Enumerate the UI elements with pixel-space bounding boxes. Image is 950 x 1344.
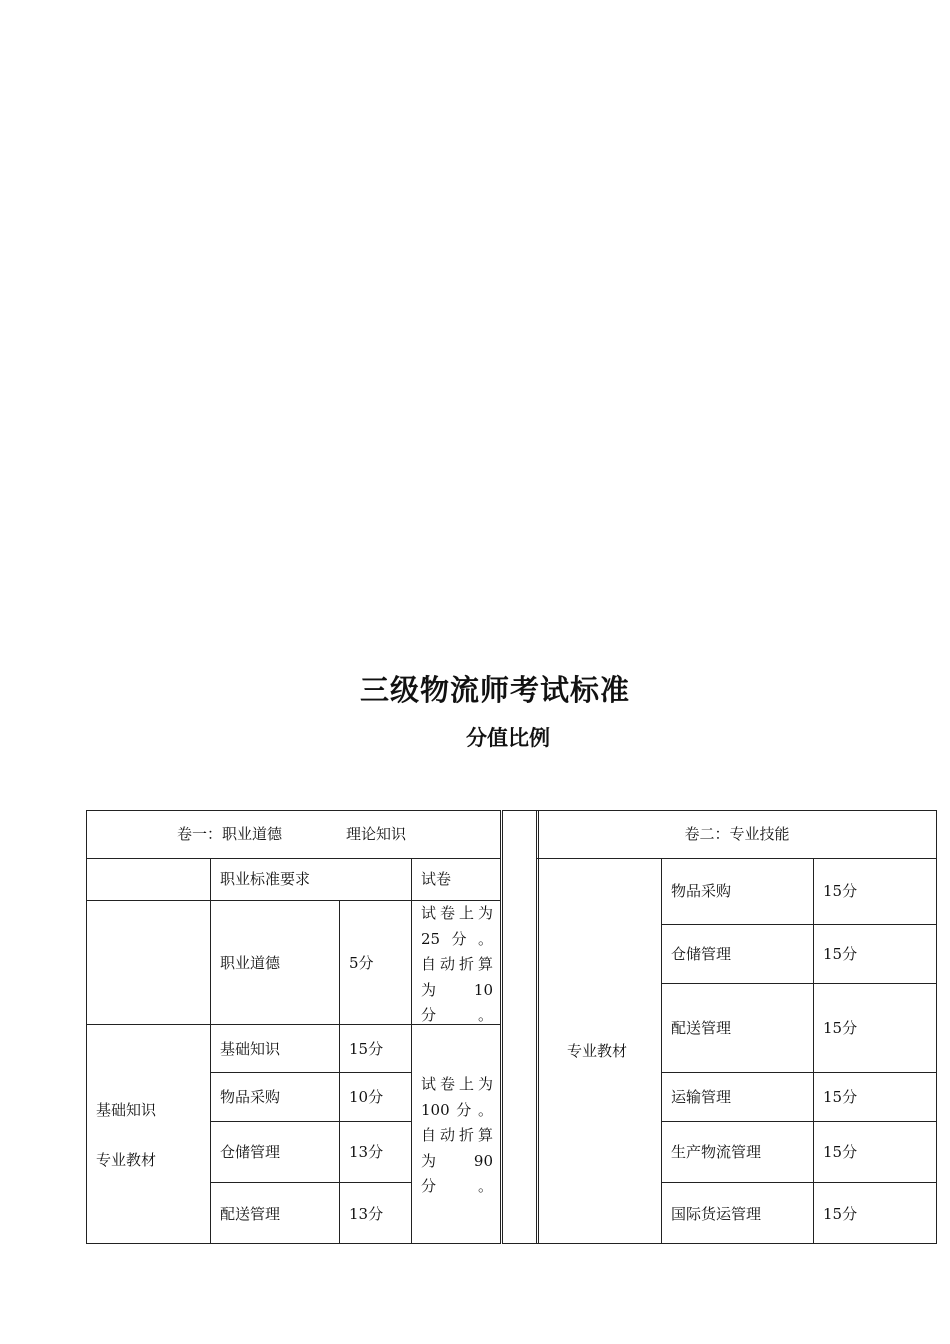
item-name: 配送管理 [671,1019,732,1037]
item-name: 运输管理 [671,1088,732,1106]
table-rule [537,810,937,811]
table-rule [936,810,937,1244]
items-note: 试卷上为 100分。 自动折算 为 90 分。 [421,1075,493,1195]
table-rule [86,810,501,811]
table-rule [537,858,937,859]
table-rule [210,858,211,1244]
paper2-group-label: 专业教材 [567,1042,628,1060]
ethics-score: 5分 [349,954,374,972]
table-rule [339,900,340,1244]
paper1-header [177,822,282,847]
table-rule [86,1243,501,1244]
item-score: 15分 [823,882,858,900]
item-name: 仓储管理 [671,945,732,963]
table-rule [502,810,503,1244]
item-score: 15分 [349,1040,384,1058]
item-score: 15分 [823,1088,858,1106]
item-score: 15分 [823,945,858,963]
paper1-header-ethics: 卷一：职业道德 [177,825,283,843]
item-score: 10分 [349,1088,384,1106]
item-score: 15分 [823,1143,858,1161]
table-rule [411,858,412,1244]
item-name: 基础知识 [220,1040,281,1058]
table-rule [210,1072,411,1073]
table-rule [661,983,937,984]
paper2-header: 卷二：专业技能 [684,825,790,843]
table-rule [500,810,501,1244]
item-score: 15分 [823,1019,858,1037]
table-rule [502,1243,537,1244]
table-rule [661,858,662,1244]
item-name: 国际货运管理 [671,1205,762,1223]
document-title: 三级物流师考试标准 [359,673,630,707]
table-rule [661,1072,937,1073]
ethics-note: 试卷上为 25分。 自动折算 为 10 分。 [421,904,493,1024]
table-rule [536,810,537,1244]
group-label-basic: 基础知识 [96,1101,157,1119]
table-rule [86,810,87,1244]
item-name: 仓储管理 [220,1143,281,1161]
table-rule [813,858,814,1244]
item-name: 生产物流管理 [671,1143,762,1161]
item-score: 13分 [349,1143,384,1161]
table-rule [661,924,937,925]
item-name: 物品采购 [671,882,732,900]
paper1-header-theory: 理论知识 [346,825,407,843]
item-score: 13分 [349,1205,384,1223]
group-label-textbook: 专业教材 [96,1151,157,1169]
table-rule [538,810,539,1244]
col-header-requirement: 职业标准要求 [220,870,311,888]
table-rule [661,1182,937,1183]
table-rule [537,1243,937,1244]
document-subtitle: 分值比例 [466,726,550,750]
col-header-paper: 试卷 [421,870,452,888]
table-rule [86,858,501,859]
ethics-name: 职业道德 [220,954,281,972]
item-name: 配送管理 [220,1205,281,1223]
table-rule [661,1121,937,1122]
item-name: 物品采购 [220,1088,281,1106]
table-rule [210,1121,411,1122]
item-score: 15分 [823,1205,858,1223]
table-rule [502,810,537,811]
table-rule [210,1182,411,1183]
